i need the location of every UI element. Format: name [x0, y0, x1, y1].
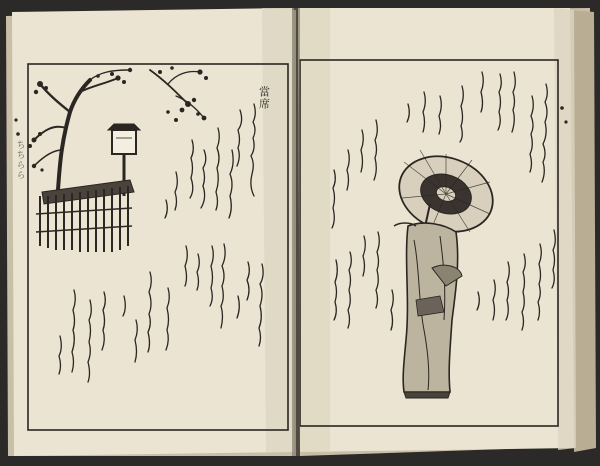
left-page-side-margin: ちちらら — [14, 140, 25, 180]
left-page — [12, 8, 294, 456]
book-gutter — [292, 8, 300, 456]
left-page-title: 當席 — [257, 86, 271, 110]
